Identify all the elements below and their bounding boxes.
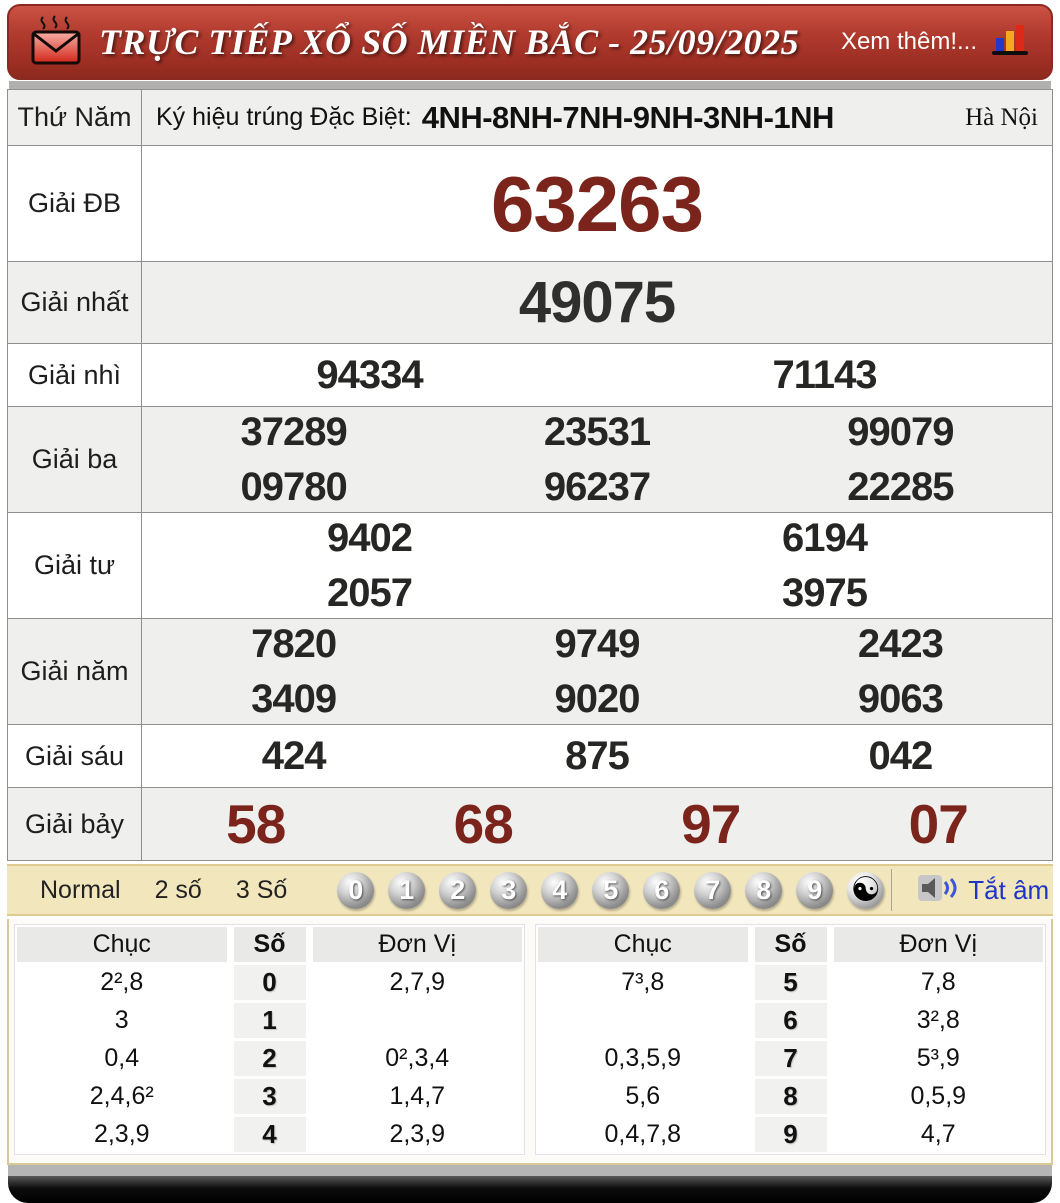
tens-cell: 0,3,5,9 [538, 1041, 748, 1076]
prize-label: Giải năm [8, 619, 142, 724]
prize-number: 9020 [554, 676, 640, 721]
digit-button-3[interactable]: 3 [490, 872, 527, 909]
info-row [8, 89, 1052, 145]
header-bar [7, 4, 1053, 80]
digit-button-8[interactable]: 8 [745, 872, 782, 909]
prize-number: 875 [565, 734, 629, 778]
prize-row-special [8, 145, 1052, 261]
units-cell: 5³,9 [834, 1041, 1044, 1076]
prize-number: 49075 [518, 269, 676, 335]
digit-cell: 6 [755, 1003, 827, 1038]
prize-number: 7820 [251, 622, 337, 667]
prize-number: 37289 [240, 410, 347, 455]
prize-number: 2423 [857, 622, 943, 667]
special-sign-label: Ký hiệu trúng Đặc Biệt: [156, 103, 412, 131]
units-cell: 2,7,9 [313, 965, 523, 1000]
stats-table-left [14, 924, 525, 1155]
prize-number: 9749 [554, 622, 640, 667]
toolbar [7, 864, 1053, 916]
units-cell: 7,8 [834, 965, 1044, 1000]
prize-number: 58 [226, 792, 286, 855]
digit-cell: 8 [755, 1079, 827, 1114]
tens-cell: 0,4,7,8 [538, 1117, 748, 1152]
bar-chart-icon[interactable] [989, 21, 1031, 64]
units-cell: 0,5,9 [834, 1079, 1044, 1114]
prize-label: Giải nhì [8, 344, 142, 406]
digit-cell: 1 [234, 1003, 306, 1038]
prize-row-fourth [8, 512, 1052, 618]
digit-cell: 4 [234, 1117, 306, 1152]
digit-cell: 5 [755, 965, 827, 1000]
tens-cell: 3 [17, 1003, 227, 1038]
column-header-tens: Chục [17, 927, 227, 962]
weekday-label: Thứ Năm [8, 90, 142, 145]
column-header-tens: Chục [538, 927, 748, 962]
prize-label: Giải ba [8, 407, 142, 512]
digit-button-6[interactable]: 6 [643, 872, 680, 909]
prize-row-third [8, 406, 1052, 512]
prize-number: 68 [453, 792, 513, 855]
prize-number: 63263 [491, 159, 703, 248]
digit-button-5[interactable]: 5 [592, 872, 629, 909]
mode-3-digits[interactable]: 3 Số [235, 875, 288, 904]
speaker-icon[interactable] [918, 873, 958, 908]
divider [891, 869, 892, 911]
units-cell: 2,3,9 [313, 1117, 523, 1152]
page-title: TRỰC TIẾP XỔ SỐ MIỀN BẮC - 25/09/2025 [99, 22, 800, 62]
header-shadow-strip [9, 81, 1051, 89]
yin-yang-icon[interactable]: ☯ [847, 872, 884, 909]
prize-number: 9402 [327, 516, 412, 561]
prize-label: Giải sáu [8, 725, 142, 787]
prize-number: 09780 [240, 464, 347, 509]
prize-row-fifth [8, 618, 1052, 724]
tens-cell: 7³,8 [538, 965, 748, 1000]
prize-number: 042 [868, 734, 933, 778]
prize-number: 424 [261, 734, 326, 778]
prize-number: 97 [681, 792, 741, 855]
prize-row-seventh [8, 787, 1052, 860]
hot-mail-icon [29, 14, 83, 71]
prize-label: Giải ĐB [8, 146, 142, 261]
prize-number: 99079 [847, 410, 954, 455]
digit-button-2[interactable]: 2 [439, 872, 476, 909]
tens-cell: 2,3,9 [17, 1117, 227, 1152]
digit-cell: 9 [755, 1117, 827, 1152]
footer-black-bar [8, 1176, 1052, 1203]
tens-cell: 0,4 [17, 1041, 227, 1076]
special-sign-codes: 4NH-8NH-7NH-9NH-3NH-1NH [421, 99, 834, 135]
region-label: Hà Nội [965, 103, 1038, 131]
digit-cell: 7 [755, 1041, 827, 1076]
digit-button-1[interactable]: 1 [388, 872, 425, 909]
units-cell: 0²,3,4 [313, 1041, 523, 1076]
tens-cell: 2,4,6² [17, 1079, 227, 1114]
column-header-digit: Số [234, 927, 306, 962]
column-header-units: Đơn Vị [834, 927, 1044, 962]
digit-cell: 0 [234, 965, 306, 1000]
prize-number: 23531 [543, 410, 651, 455]
prize-number: 71143 [772, 353, 877, 397]
prize-number: 6194 [782, 516, 867, 561]
units-cell: 4,7 [834, 1117, 1044, 1152]
prize-number: 96237 [543, 464, 651, 509]
prize-number: 07 [908, 792, 968, 855]
digit-cell: 3 [234, 1079, 306, 1114]
prize-label: Giải tư [8, 513, 142, 618]
units-cell [313, 1003, 523, 1038]
prize-number: 3975 [782, 570, 867, 615]
units-cell: 1,4,7 [313, 1079, 523, 1114]
header-right [841, 21, 1031, 64]
mode-normal[interactable]: Normal [40, 875, 121, 904]
prize-row-second [8, 343, 1052, 406]
digit-button-4[interactable]: 4 [541, 872, 578, 909]
prize-row-sixth [8, 724, 1052, 787]
prize-number: 94334 [316, 353, 423, 397]
stats-table-right [535, 924, 1046, 1155]
digit-button-7[interactable]: 7 [694, 872, 731, 909]
units-cell: 3²,8 [834, 1003, 1044, 1038]
column-header-digit: Số [755, 927, 827, 962]
prize-number: 9063 [857, 676, 943, 721]
results-table [7, 89, 1053, 861]
digit-button-0[interactable]: 0 [337, 872, 374, 909]
digit-buttons [330, 872, 891, 909]
digit-button-9[interactable]: 9 [796, 872, 833, 909]
prize-number: 3409 [251, 676, 337, 721]
tens-cell: 5,6 [538, 1079, 748, 1114]
tens-cell: 2²,8 [17, 965, 227, 1000]
mode-2-digits[interactable]: 2 số [154, 875, 202, 904]
prize-label: Giải nhất [8, 262, 142, 343]
column-header-units: Đơn Vị [313, 927, 523, 962]
tens-cell [538, 1003, 748, 1038]
stats-section [7, 919, 1053, 1165]
see-more-link[interactable]: Xem thêm!... [840, 28, 977, 55]
footer-gray-strip [8, 1165, 1052, 1176]
sound-controls [891, 869, 1057, 911]
prize-number: 22285 [847, 464, 954, 509]
digit-cell: 2 [234, 1041, 306, 1076]
prize-row-first [8, 261, 1052, 343]
prize-label: Giải bảy [8, 788, 142, 860]
prize-number: 2057 [327, 570, 412, 615]
mute-link[interactable]: Tắt âm [968, 874, 1050, 905]
